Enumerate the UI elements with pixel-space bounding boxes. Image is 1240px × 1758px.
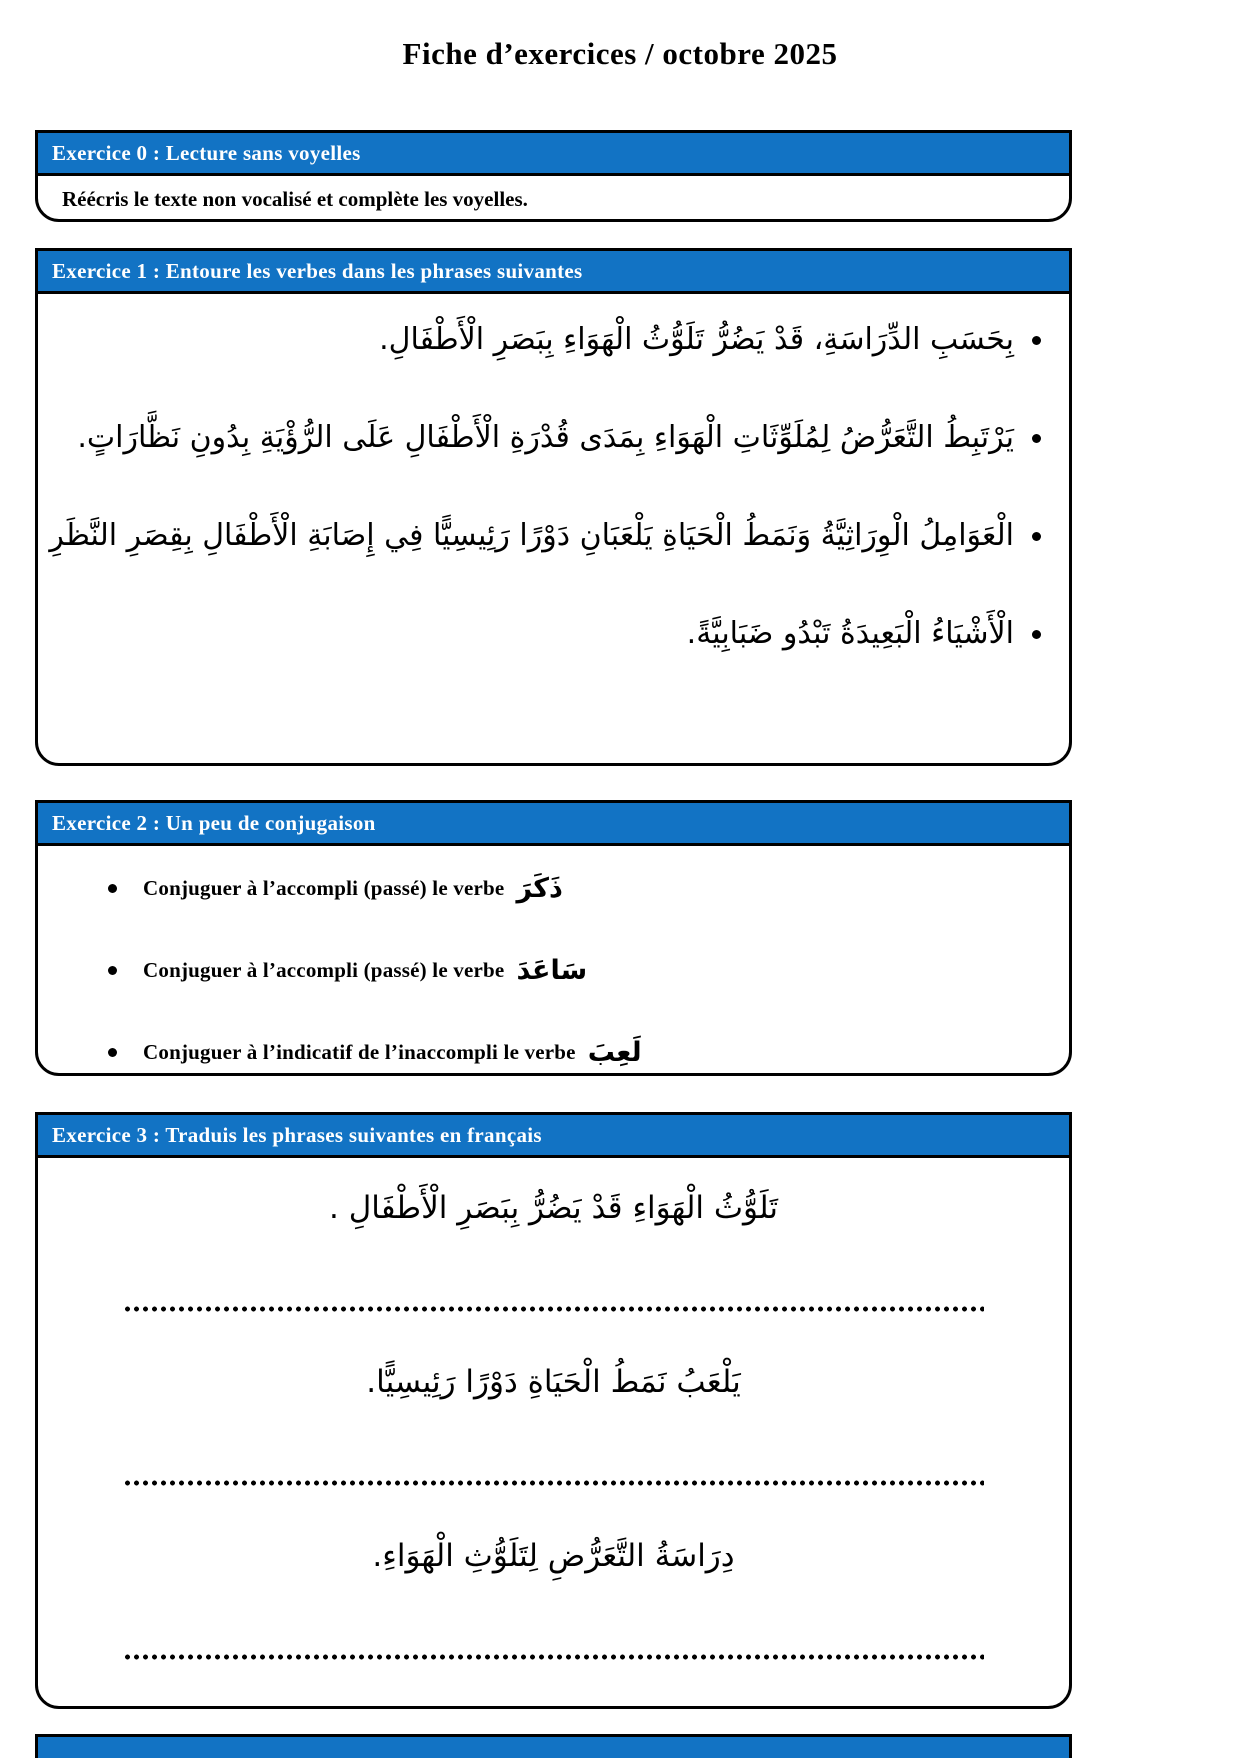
next-exercise-header-cut xyxy=(35,1734,1072,1758)
conjugation-item xyxy=(38,942,1069,998)
arabic-sentence: الْأَشْيَاءُ الْبَعِيدَةُ تَبْدُو ضَبَابِيَّةً. xyxy=(686,616,1014,651)
arabic-sentence-row xyxy=(38,502,1069,570)
dotted-answer-line xyxy=(123,1306,984,1312)
arabic-verb: لَعِبَ xyxy=(587,1036,642,1068)
exercise-3-header: Exercice 3 : Traduis les phrases suivantes en français xyxy=(38,1115,1069,1158)
exercise-0-box xyxy=(35,130,1072,222)
arabic-verb: سَاعَدَ xyxy=(516,954,588,986)
exercise-2-header: Exercice 2 : Un peu de conjugaison xyxy=(38,803,1069,846)
arabic-sentence-row xyxy=(38,600,1069,668)
exercise-3-body xyxy=(38,1173,1069,1660)
french-instruction: Conjuguer à l’accompli (passé) le verbe xyxy=(143,875,505,900)
arabic-sentence: يَرْتَبِطُ التَّعَرُّضُ لِمُلَوِّثَاتِ الْهَوَاءِ بِمَدَى قُدْرَةِ الْأَطْفَالِ عَلَى الرُّؤْيَةِ بِدُونِ نَظَّارَاتٍ. xyxy=(77,420,1014,455)
bullet-icon xyxy=(1032,336,1041,345)
bullet-icon xyxy=(1032,434,1041,443)
translation-phrase: تَلَوُّثُ الْهَوَاءِ قَدْ يَضُرُّ بِبَصَرِ الْأَطْفَالِ . xyxy=(329,1190,778,1226)
bullet-icon xyxy=(1032,630,1041,639)
arabic-sentence: بِحَسَبِ الدِّرَاسَةِ، قَدْ يَضُرُّ تَلَوُّثُ الْهَوَاءِ بِبَصَرِ الْأَطْفَالِ. xyxy=(379,322,1014,357)
arabic-sentence-row xyxy=(38,306,1069,374)
arabic-verb: ذَكَرَ xyxy=(516,872,563,904)
translation-phrase: يَلْعَبُ نَمَطُ الْحَيَاةِ دَوْرًا رَئِيسِيًّا. xyxy=(366,1364,741,1400)
exercise-2-body xyxy=(38,846,1069,1076)
arabic-sentence: الْعَوَامِلُ الْوِرَاثِيَّةُ وَنَمَطُ الْحَيَاةِ يَلْعَبَانِ دَوْرًا رَئِيسِيًّا فِي إِصَابَةِ الْأَطْفَالِ بِقِصَرِ النَّظَرِ xyxy=(49,518,1014,553)
exercise-3-box xyxy=(35,1112,1072,1709)
dotted-answer-line xyxy=(123,1654,984,1660)
conjugation-item xyxy=(38,1024,1069,1076)
dotted-answer-line xyxy=(123,1480,984,1486)
bullet-icon xyxy=(1032,532,1041,541)
arabic-sentence-row xyxy=(38,404,1069,472)
exercise-2-box xyxy=(35,800,1072,1076)
translation-phrase: دِرَاسَةُ التَّعَرُّضِ لِتَلَوُّثِ الْهَوَاءِ. xyxy=(372,1538,735,1574)
french-instruction: Conjuguer à l’indicatif de l’inaccompli le verbe xyxy=(143,1039,576,1064)
bullet-icon xyxy=(108,884,117,893)
conjugation-item xyxy=(38,860,1069,916)
exercise-1-body xyxy=(38,294,1069,668)
bullet-icon xyxy=(108,966,117,975)
french-instruction: Conjuguer à l’accompli (passé) le verbe xyxy=(143,957,505,982)
page-title: Fiche d’exercices / octobre 2025 xyxy=(402,36,838,71)
exercise-0-instruction: Réécris le texte non vocalisé et complète les voyelles. xyxy=(62,187,528,211)
exercise-1-box xyxy=(35,248,1072,766)
bullet-icon xyxy=(108,1048,117,1057)
exercise-1-header: Exercice 1 : Entoure les verbes dans les phrases suivantes xyxy=(38,251,1069,294)
exercise-0-header: Exercice 0 : Lecture sans voyelles xyxy=(38,133,1069,176)
